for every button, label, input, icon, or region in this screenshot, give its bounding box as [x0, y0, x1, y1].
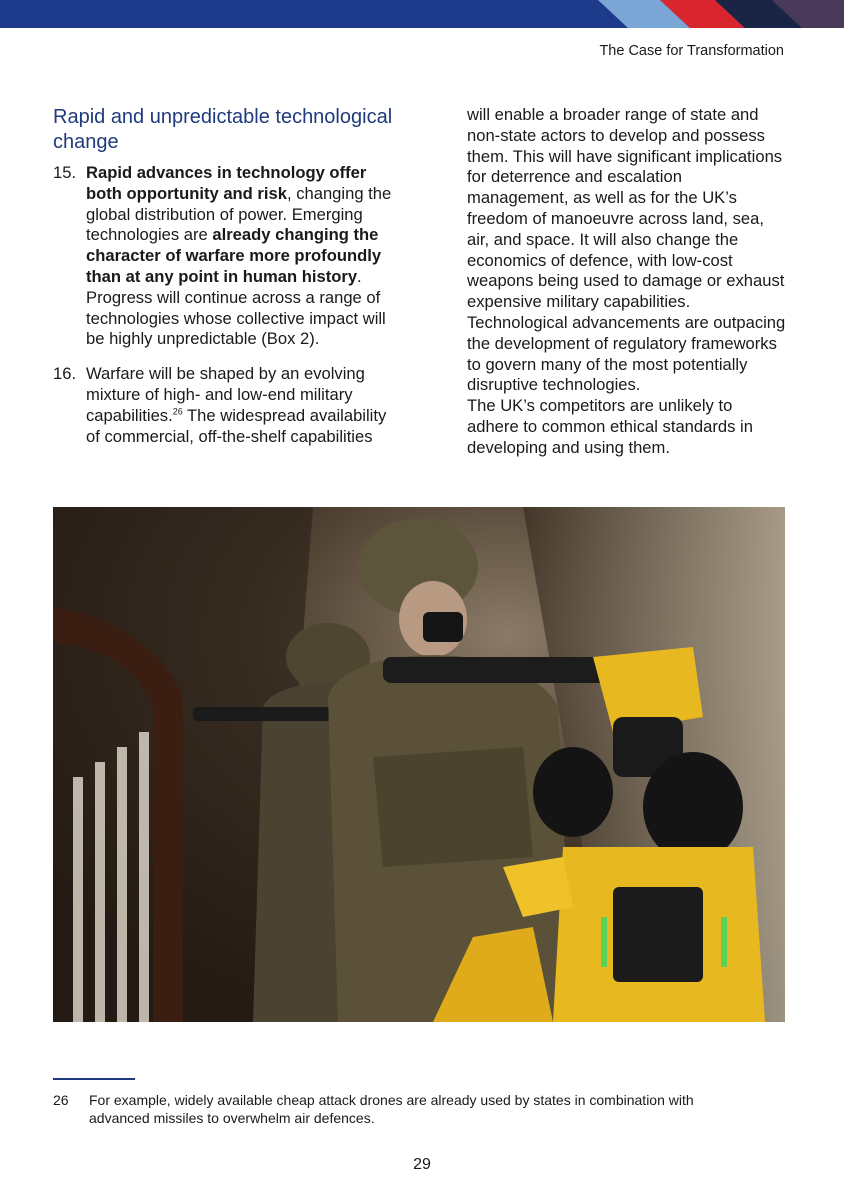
paragraph-body — [86, 163, 403, 350]
paragraph-number: 15. — [53, 163, 77, 182]
emphasis-text: already changing the character of warfare more profoundly than at any point in human history — [86, 225, 382, 286]
paragraph-body — [86, 364, 403, 447]
photo-soldiers-with-robot-dog — [53, 507, 785, 1022]
page-number: 29 — [413, 1156, 431, 1173]
right-column — [467, 105, 787, 459]
photo-illustration — [53, 507, 785, 1022]
section-heading: Rapid and unpredictable technological change — [53, 106, 393, 153]
paragraph-16 — [53, 364, 403, 447]
footnote-divider — [53, 1078, 135, 1080]
body-text: Warfare will be shaped by an evolving mixture of high- and low-end military capabilities. — [86, 364, 365, 425]
footnote-number: 26 — [53, 1092, 69, 1108]
top-color-band — [0, 0, 844, 28]
footnote — [53, 1092, 753, 1127]
color-band-graphic — [0, 0, 844, 28]
paragraph-number: 16. — [53, 364, 77, 384]
body-text: . Progress will continue across a range of technologies whose collective impact will be highly unpredictable (Box 2). — [86, 266, 386, 349]
left-column — [53, 105, 403, 461]
paragraph-16-closing: The UK’s competitors are unlikely to adhere to common ethical standards in developing and using them. — [467, 396, 753, 457]
body-text: , changing the global distribution of power. Emerging technologies are — [86, 183, 392, 245]
paragraph-16-continuation: will enable a broader range of state and non-state actors to develop and possess them. This will have significant implications for deterrence and escalation management, as well as for the UK’s freedom of manoeuvre across land, sea, air, and space. It will also change the economics of defence, with low-cost weapons being used to damage or exhaust expensive military capabilities. Technological advancements are outpacing the development of regulatory frameworks to govern many of the most potentially disruptive technologies. — [467, 105, 786, 395]
footnote-text: For example, widely available cheap attack drones are already used by states in combination with advanced missiles to overwhelm air defences. — [89, 1092, 694, 1126]
running-header: The Case for Transformation — [599, 43, 784, 59]
body-text: The widespread availability of commercial, off-the-shelf capabilities — [86, 405, 387, 446]
emphasis-text: Rapid advances in technology offer both opportunity and risk — [86, 163, 367, 203]
footnote-reference[interactable]: 26 — [172, 406, 183, 417]
paragraph-15 — [53, 163, 403, 350]
